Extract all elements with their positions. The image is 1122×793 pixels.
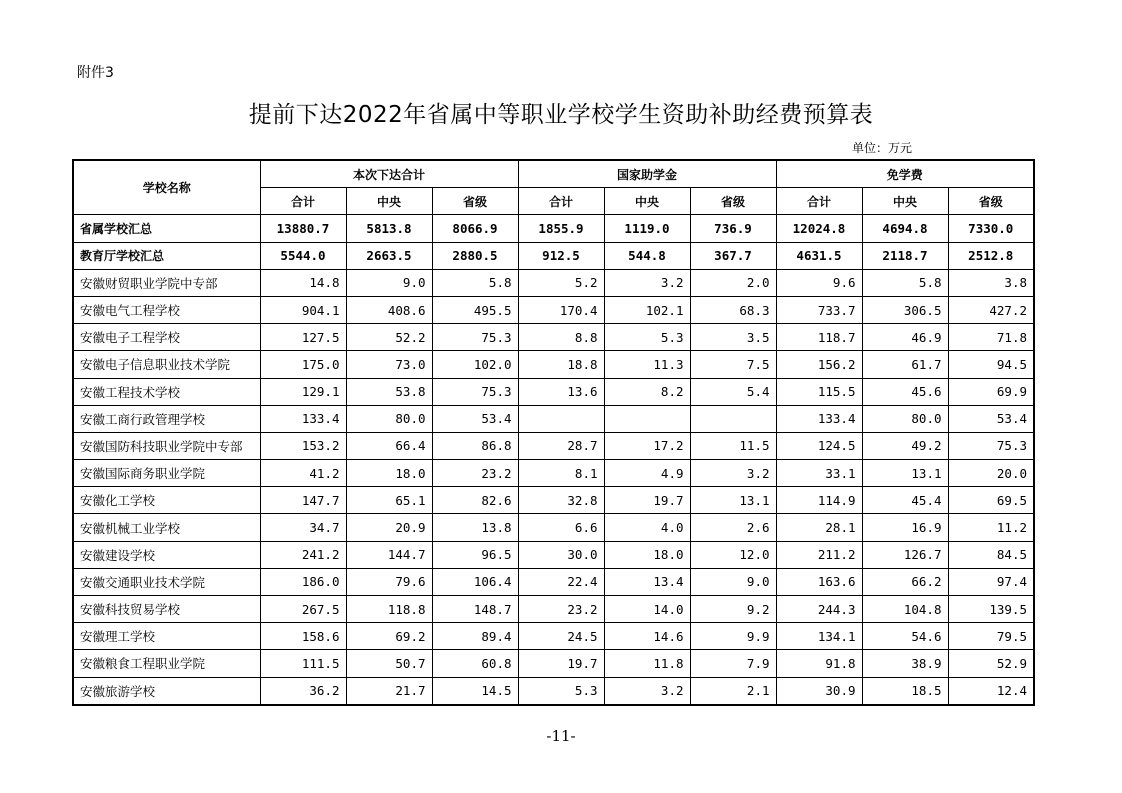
value-cell: 5544.0: [260, 242, 346, 269]
value-cell: 2512.8: [948, 242, 1034, 269]
value-cell: 904.1: [260, 296, 346, 323]
value-cell: 186.0: [260, 568, 346, 595]
value-cell: 9.0: [346, 269, 432, 296]
value-cell: 66.4: [346, 432, 432, 459]
table-row: [73, 487, 1034, 514]
header-group-tuition-free: 免学费: [776, 160, 1034, 188]
value-cell: 18.5: [862, 677, 948, 705]
value-cell: 12.4: [948, 677, 1034, 705]
school-name-cell: 安徽科技贸易学校: [73, 596, 260, 623]
value-cell: 19.7: [604, 487, 690, 514]
value-cell: 139.5: [948, 596, 1034, 623]
value-cell: 133.4: [776, 405, 862, 432]
value-cell: 9.9: [690, 623, 776, 650]
value-cell: 5.8: [862, 269, 948, 296]
value-cell: 46.9: [862, 324, 948, 351]
header-sub-provincial: 省级: [432, 188, 518, 215]
school-name-cell: 安徽工程技术学校: [73, 378, 260, 405]
value-cell: 45.4: [862, 487, 948, 514]
value-cell: 4694.8: [862, 215, 948, 242]
header-school-name: 学校名称: [73, 160, 260, 215]
value-cell: 73.0: [346, 351, 432, 378]
header-sub-central: 中央: [862, 188, 948, 215]
value-cell: 69.5: [948, 487, 1034, 514]
value-cell: 7.9: [690, 650, 776, 677]
value-cell: 9.6: [776, 269, 862, 296]
value-cell: 912.5: [518, 242, 604, 269]
header-sub-central: 中央: [346, 188, 432, 215]
school-name-cell: 安徽建设学校: [73, 541, 260, 568]
table-row: [73, 514, 1034, 541]
table-row: [73, 677, 1034, 705]
value-cell: 11.5: [690, 432, 776, 459]
value-cell: 5.2: [518, 269, 604, 296]
school-name-cell: 安徽旅游学校: [73, 677, 260, 705]
table-row: [73, 541, 1034, 568]
value-cell: 50.7: [346, 650, 432, 677]
value-cell: 8.1: [518, 460, 604, 487]
value-cell: 241.2: [260, 541, 346, 568]
value-cell: 129.1: [260, 378, 346, 405]
summary-row: [73, 242, 1034, 269]
value-cell: 102.0: [432, 351, 518, 378]
value-cell: 175.0: [260, 351, 346, 378]
header-sub-total: 合计: [518, 188, 604, 215]
value-cell: 22.4: [518, 568, 604, 595]
school-name-cell: 安徽理工学校: [73, 623, 260, 650]
table-row: [73, 269, 1034, 296]
value-cell: 17.2: [604, 432, 690, 459]
header-sub-provincial: 省级: [948, 188, 1034, 215]
value-cell: 80.0: [862, 405, 948, 432]
value-cell: 91.8: [776, 650, 862, 677]
value-cell: 66.2: [862, 568, 948, 595]
school-name-cell: 安徽电子工程学校: [73, 324, 260, 351]
value-cell: 36.2: [260, 677, 346, 705]
school-name-cell: 安徽国防科技职业学院中专部: [73, 432, 260, 459]
value-cell: 53.4: [948, 405, 1034, 432]
value-cell: 16.9: [862, 514, 948, 541]
value-cell: 2.0: [690, 269, 776, 296]
header-sub-total: 合计: [260, 188, 346, 215]
header-sub-total: 合计: [776, 188, 862, 215]
value-cell: 306.5: [862, 296, 948, 323]
value-cell: 96.5: [432, 541, 518, 568]
value-cell: [604, 405, 690, 432]
value-cell: 153.2: [260, 432, 346, 459]
value-cell: 267.5: [260, 596, 346, 623]
value-cell: 24.5: [518, 623, 604, 650]
value-cell: 53.4: [432, 405, 518, 432]
header-group-grant: 国家助学金: [518, 160, 776, 188]
value-cell: 2.6: [690, 514, 776, 541]
value-cell: 61.7: [862, 351, 948, 378]
value-cell: 45.6: [862, 378, 948, 405]
table-row: [73, 650, 1034, 677]
value-cell: [518, 405, 604, 432]
value-cell: 18.0: [604, 541, 690, 568]
table-body: [73, 215, 1034, 705]
value-cell: 106.4: [432, 568, 518, 595]
value-cell: 4631.5: [776, 242, 862, 269]
value-cell: 69.2: [346, 623, 432, 650]
school-name-cell: 安徽交通职业技术学院: [73, 568, 260, 595]
value-cell: 13.8: [432, 514, 518, 541]
value-cell: 21.7: [346, 677, 432, 705]
value-cell: 28.7: [518, 432, 604, 459]
value-cell: 14.0: [604, 596, 690, 623]
value-cell: 75.3: [432, 324, 518, 351]
value-cell: 20.0: [948, 460, 1034, 487]
value-cell: 82.6: [432, 487, 518, 514]
value-cell: 544.8: [604, 242, 690, 269]
value-cell: 126.7: [862, 541, 948, 568]
value-cell: 65.1: [346, 487, 432, 514]
value-cell: 53.8: [346, 378, 432, 405]
table-row: [73, 568, 1034, 595]
value-cell: 69.9: [948, 378, 1034, 405]
value-cell: 8066.9: [432, 215, 518, 242]
value-cell: 14.5: [432, 677, 518, 705]
value-cell: 14.6: [604, 623, 690, 650]
value-cell: 5.3: [604, 324, 690, 351]
value-cell: 18.0: [346, 460, 432, 487]
value-cell: 124.5: [776, 432, 862, 459]
value-cell: 13.1: [862, 460, 948, 487]
value-cell: 52.9: [948, 650, 1034, 677]
value-cell: 11.3: [604, 351, 690, 378]
table-row: [73, 351, 1034, 378]
value-cell: 34.7: [260, 514, 346, 541]
value-cell: 156.2: [776, 351, 862, 378]
value-cell: 736.9: [690, 215, 776, 242]
value-cell: 147.7: [260, 487, 346, 514]
header-row-groups: [73, 160, 1034, 188]
table-row: [73, 596, 1034, 623]
table-row: [73, 623, 1034, 650]
school-name-cell: 安徽电子信息职业技术学院: [73, 351, 260, 378]
value-cell: 6.6: [518, 514, 604, 541]
summary-row: [73, 215, 1034, 242]
school-name-cell: 安徽国际商务职业学院: [73, 460, 260, 487]
value-cell: 79.5: [948, 623, 1034, 650]
value-cell: 3.8: [948, 269, 1034, 296]
value-cell: 5813.8: [346, 215, 432, 242]
value-cell: 4.0: [604, 514, 690, 541]
value-cell: 3.2: [604, 269, 690, 296]
value-cell: 11.8: [604, 650, 690, 677]
value-cell: 104.8: [862, 596, 948, 623]
value-cell: 134.1: [776, 623, 862, 650]
school-name-cell: 安徽财贸职业学院中专部: [73, 269, 260, 296]
value-cell: 89.4: [432, 623, 518, 650]
value-cell: 144.7: [346, 541, 432, 568]
value-cell: 733.7: [776, 296, 862, 323]
value-cell: 170.4: [518, 296, 604, 323]
value-cell: 2.1: [690, 677, 776, 705]
header-group-total: 本次下达合计: [260, 160, 518, 188]
value-cell: 11.2: [948, 514, 1034, 541]
value-cell: 13.6: [518, 378, 604, 405]
value-cell: 2118.7: [862, 242, 948, 269]
value-cell: 4.9: [604, 460, 690, 487]
value-cell: 18.8: [518, 351, 604, 378]
value-cell: 71.8: [948, 324, 1034, 351]
value-cell: 19.7: [518, 650, 604, 677]
value-cell: 97.4: [948, 568, 1034, 595]
table-row: [73, 405, 1034, 432]
value-cell: 495.5: [432, 296, 518, 323]
value-cell: 408.6: [346, 296, 432, 323]
value-cell: 84.5: [948, 541, 1034, 568]
value-cell: 7.5: [690, 351, 776, 378]
value-cell: 13.1: [690, 487, 776, 514]
school-name-cell: 教育厅学校汇总: [73, 242, 260, 269]
value-cell: 13.4: [604, 568, 690, 595]
value-cell: 5.4: [690, 378, 776, 405]
page-title: 提前下达2022年省属中等职业学校学生资助补助经费预算表: [248, 102, 874, 128]
budget-table: [72, 159, 1035, 706]
value-cell: 111.5: [260, 650, 346, 677]
value-cell: 94.5: [948, 351, 1034, 378]
attachment-label: 附件3: [77, 65, 114, 81]
school-name-cell: 安徽机械工业学校: [73, 514, 260, 541]
table-row: [73, 432, 1034, 459]
value-cell: 13880.7: [260, 215, 346, 242]
value-cell: 23.2: [518, 596, 604, 623]
value-cell: 80.0: [346, 405, 432, 432]
value-cell: 7330.0: [948, 215, 1034, 242]
value-cell: 115.5: [776, 378, 862, 405]
value-cell: 118.8: [346, 596, 432, 623]
table-row: [73, 460, 1034, 487]
school-name-cell: 安徽粮食工程职业学院: [73, 650, 260, 677]
value-cell: 79.6: [346, 568, 432, 595]
table-row: [73, 378, 1034, 405]
school-name-cell: 省属学校汇总: [73, 215, 260, 242]
value-cell: 158.6: [260, 623, 346, 650]
value-cell: 28.1: [776, 514, 862, 541]
value-cell: 133.4: [260, 405, 346, 432]
value-cell: 12024.8: [776, 215, 862, 242]
value-cell: 32.8: [518, 487, 604, 514]
value-cell: 60.8: [432, 650, 518, 677]
value-cell: 3.5: [690, 324, 776, 351]
value-cell: 20.9: [346, 514, 432, 541]
value-cell: 75.3: [432, 378, 518, 405]
value-cell: 127.5: [260, 324, 346, 351]
school-name-cell: 安徽化工学校: [73, 487, 260, 514]
value-cell: 14.8: [260, 269, 346, 296]
value-cell: [690, 405, 776, 432]
value-cell: 54.6: [862, 623, 948, 650]
table-row: [73, 296, 1034, 323]
value-cell: 75.3: [948, 432, 1034, 459]
value-cell: 2880.5: [432, 242, 518, 269]
value-cell: 244.3: [776, 596, 862, 623]
value-cell: 3.2: [690, 460, 776, 487]
page-number: -11-: [546, 727, 576, 745]
value-cell: 5.8: [432, 269, 518, 296]
value-cell: 9.0: [690, 568, 776, 595]
value-cell: 86.8: [432, 432, 518, 459]
school-name-cell: 安徽电气工程学校: [73, 296, 260, 323]
value-cell: 114.9: [776, 487, 862, 514]
value-cell: 12.0: [690, 541, 776, 568]
value-cell: 3.2: [604, 677, 690, 705]
school-name-cell: 安徽工商行政管理学校: [73, 405, 260, 432]
value-cell: 5.3: [518, 677, 604, 705]
value-cell: 8.2: [604, 378, 690, 405]
value-cell: 1119.0: [604, 215, 690, 242]
value-cell: 38.9: [862, 650, 948, 677]
value-cell: 41.2: [260, 460, 346, 487]
value-cell: 1855.9: [518, 215, 604, 242]
value-cell: 30.9: [776, 677, 862, 705]
value-cell: 49.2: [862, 432, 948, 459]
table-row: [73, 324, 1034, 351]
header-sub-central: 中央: [604, 188, 690, 215]
value-cell: 163.6: [776, 568, 862, 595]
value-cell: 9.2: [690, 596, 776, 623]
value-cell: 30.0: [518, 541, 604, 568]
value-cell: 102.1: [604, 296, 690, 323]
value-cell: 211.2: [776, 541, 862, 568]
value-cell: 148.7: [432, 596, 518, 623]
header-sub-provincial: 省级: [690, 188, 776, 215]
value-cell: 68.3: [690, 296, 776, 323]
value-cell: 23.2: [432, 460, 518, 487]
value-cell: 427.2: [948, 296, 1034, 323]
value-cell: 52.2: [346, 324, 432, 351]
value-cell: 367.7: [690, 242, 776, 269]
value-cell: 2663.5: [346, 242, 432, 269]
value-cell: 118.7: [776, 324, 862, 351]
value-cell: 33.1: [776, 460, 862, 487]
value-cell: 8.8: [518, 324, 604, 351]
unit-label: 单位：万元: [852, 141, 913, 155]
